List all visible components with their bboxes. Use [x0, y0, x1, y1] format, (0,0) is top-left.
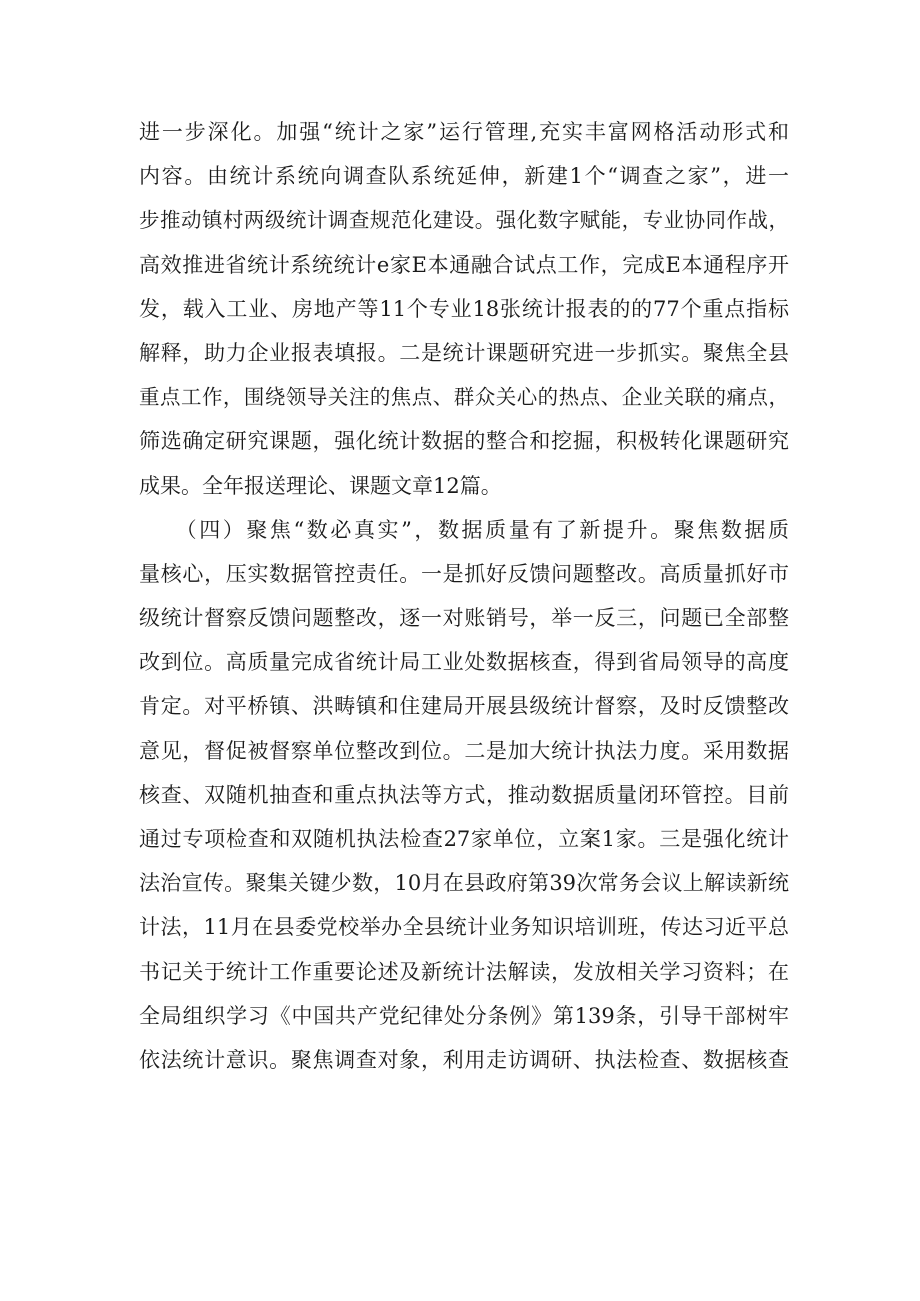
text-line: 内容。由统计系统向调查队系统延伸，新建1个“调查之家”，进一 [139, 164, 789, 189]
text-line: 筛选确定研究课题，强化统计数据的整合和挖掘，积极转化课题研究 [139, 429, 789, 454]
text-line: 核查、双随机抽查和重点执法等方式，推动数据质量闭环管控。目前 [139, 782, 789, 807]
text-line: 依法统计意识。聚焦调查对象，利用走访调研、执法检查、数据核查 [139, 1047, 789, 1072]
text-line: 高效推进省统计系统统计e家E本通融合试点工作，完成E本通程序开 [139, 252, 789, 277]
text-line: 计法，11月在县委党校举办全县统计业务知识培训班，传达习近平总 [139, 915, 789, 940]
text-line: 步推动镇村两级统计调查规范化建设。强化数字赋能，专业协同作战， [139, 208, 789, 233]
text-line: 改到位。高质量完成省统计局工业处数据核查，得到省局领导的高度 [139, 650, 789, 675]
text-line: 重点工作，围绕领导关注的焦点、群众关心的热点、企业关联的痛点， [139, 385, 789, 410]
text-line: 全局组织学习《中国共产党纪律处分条例》第139条，引导干部树牢 [139, 1003, 789, 1028]
document-body [139, 110, 789, 1082]
text-line: 成果。全年报送理论、课题文章12篇。 [139, 473, 502, 498]
text-line: 肯定。对平桥镇、洪畴镇和住建局开展县级统计督察，及时反馈整改 [139, 694, 789, 719]
text-line: 意见，督促被督察单位整改到位。二是加大统计执法力度。采用数据 [139, 738, 789, 763]
text-line: （四）聚焦“数必真实”，数据质量有了新提升。聚焦数据质 [139, 517, 789, 542]
text-line: 法治宣传。聚集关键少数，10月在县政府第39次常务会议上解读新统 [139, 871, 789, 896]
text-line: 书记关于统计工作重要论述及新统计法解读，发放相关学习资料；在 [139, 959, 789, 984]
text-line: 级统计督察反馈问题整改，逐一对账销号，举一反三，问题已全部整 [139, 606, 789, 631]
text-line: 通过专项检查和双随机执法检查27家单位，立案1家。三是强化统计 [139, 827, 789, 851]
text-line: 量核心，压实数据管控责任。一是抓好反馈问题整改。高质量抓好市 [139, 561, 789, 586]
text-line: 进一步深化。加强“统计之家”运行管理,充实丰富网格活动形式和 [139, 120, 789, 144]
text-line: 发，载入工业、房地产等11个专业18张统计报表的的77个重点指标 [139, 296, 789, 321]
text-line: 解释，助力企业报表填报。二是统计课题研究进一步抓实。聚焦全县 [139, 340, 789, 365]
